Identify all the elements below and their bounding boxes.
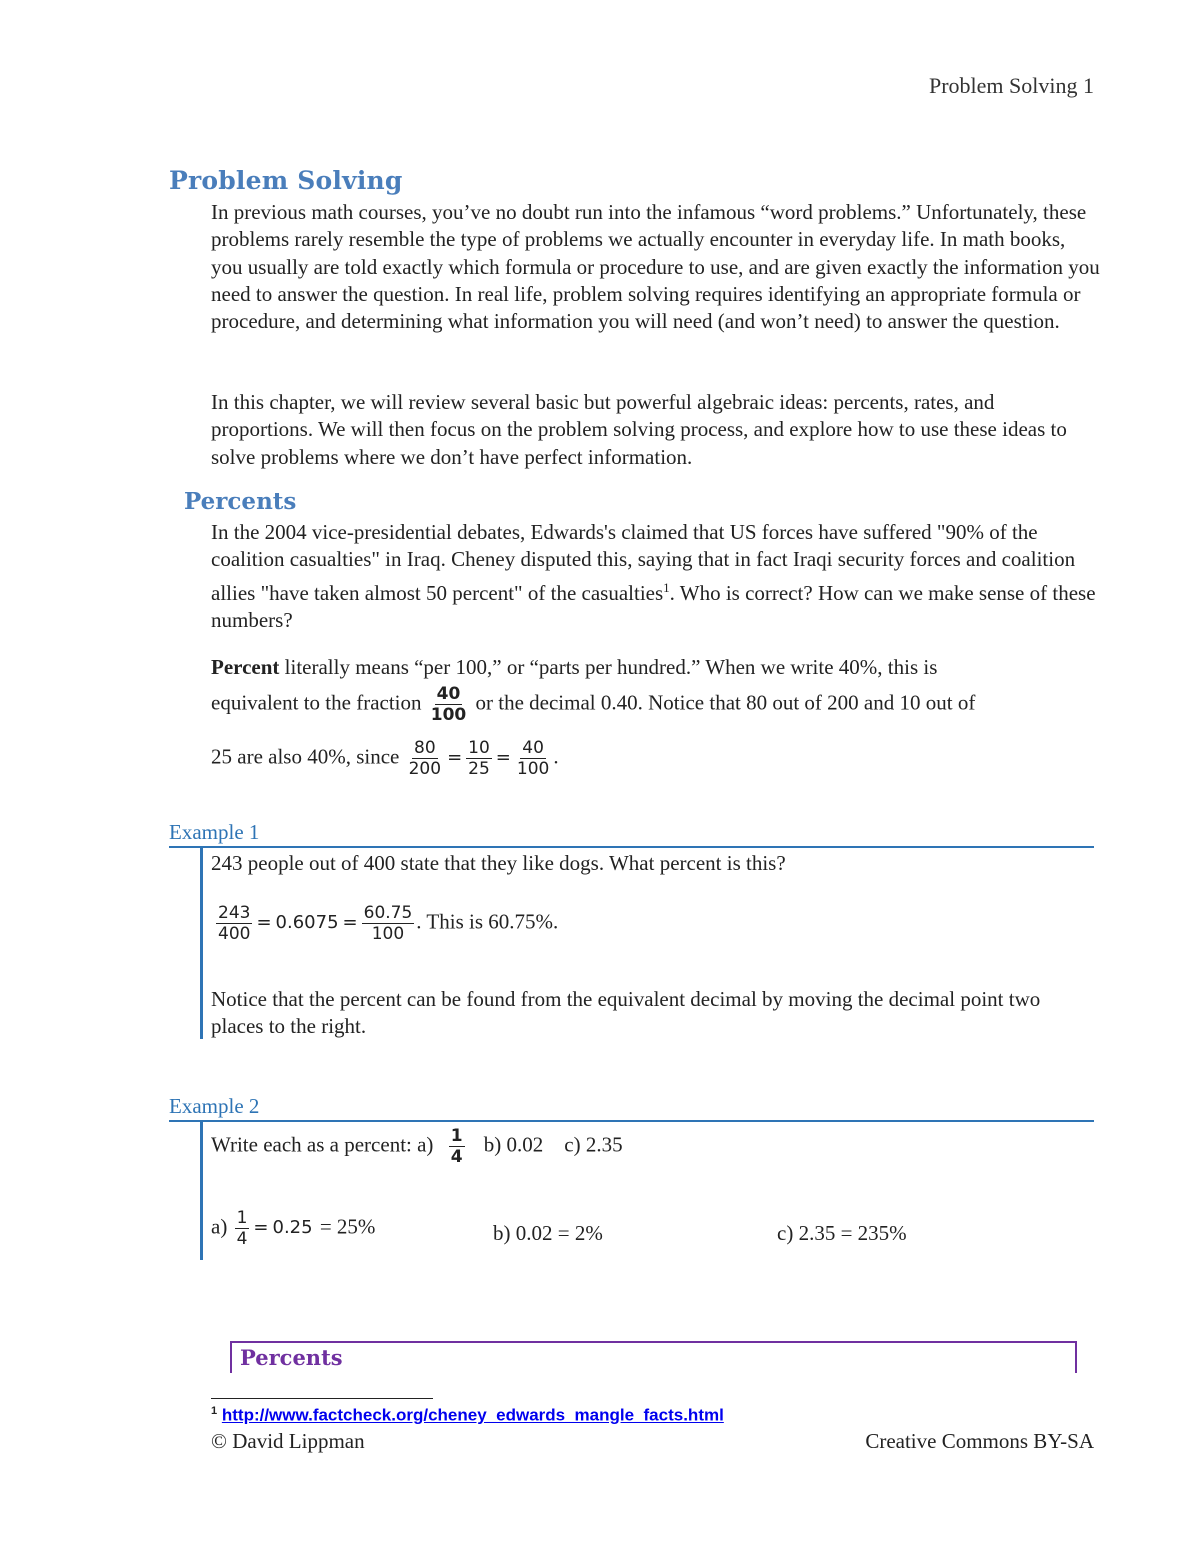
equals-sign: =: [495, 747, 511, 769]
example-1-label: Example 1: [169, 820, 260, 844]
answer-a-result: = 25%: [319, 1214, 376, 1239]
percent-definition-line-1: [211, 652, 937, 682]
example-2-question: [211, 1126, 623, 1167]
footnote-ref[interactable]: 1: [663, 579, 670, 595]
percents-box-title: Percents: [240, 1345, 343, 1370]
fraction-1-4: [449, 1126, 465, 1167]
fraction-40-100: [429, 684, 469, 725]
example-2-bar: [200, 1120, 203, 1260]
fraction-numerator: 243: [218, 903, 251, 923]
percents-paragraph-1: [211, 519, 1096, 634]
fraction-numerator: 1: [450, 1126, 463, 1146]
fraction-denominator: 100: [371, 924, 405, 944]
intro-paragraph-2: In this chapter, we will review several basic but powerful algebraic ideas: percents, rates, and proportions. We will then focus on the problem solving process, and explore how to use these ideas to solve problems where we don’t have perfect information.: [211, 390, 1067, 469]
fraction-denominator: 4: [236, 1229, 248, 1249]
fraction-numerator: 60.75: [363, 903, 413, 923]
fraction-6075-100: [362, 903, 415, 944]
fraction-denominator: 100: [430, 705, 467, 725]
example-1-note: Notice that the percent can be found from the equivalent decimal by moving the decimal point two places to the right.: [211, 987, 1041, 1039]
question-text: Write each as a percent: a): [211, 1132, 434, 1157]
fraction-denominator: 25: [468, 759, 490, 779]
definition-text-3a: 25 are also 40%, since: [211, 744, 400, 769]
equals-sign: =: [253, 1217, 269, 1239]
fraction-243-400: [216, 903, 252, 944]
example-2-rule: [169, 1120, 1094, 1122]
example-2-label: Example 2: [169, 1094, 260, 1118]
percent-definition-line-3: [211, 738, 559, 779]
example-1-question: 243 people out of 400 state that they like dogs. What percent is this?: [211, 851, 786, 875]
footer-author: © David Lippman: [211, 1429, 365, 1453]
fraction-denominator: 100: [516, 759, 550, 779]
fraction-40-100-b: [515, 738, 551, 779]
example-2-answer-b: b) 0.02 = 2%: [493, 1221, 603, 1245]
term-percent: Percent: [211, 655, 280, 679]
debate-text-end: . Who is correct? How can we make sense of these numbers?: [211, 580, 1096, 632]
fraction-numerator: 80: [414, 738, 436, 758]
section-heading-percents: Percents: [184, 488, 297, 515]
footer-license: Creative Commons BY-SA: [865, 1429, 1094, 1453]
period: .: [553, 744, 559, 769]
fraction-80-200: [407, 738, 443, 779]
answer-a-label: a): [211, 1214, 228, 1239]
debate-text: In the 2004 vice-presidential debates, Edwards's claimed that US forces have suffered "90% of the coalition casualties" in Iraq. Cheney disputed this, saying that in fact Iraqi security forces and coalition allies "have taken almost 50 percent" of the casualties: [211, 520, 1076, 605]
equals-sign: =: [256, 912, 272, 934]
example-2-answer-c: c) 2.35 = 235%: [777, 1221, 907, 1245]
fraction-numerator: 40: [522, 738, 544, 758]
footnote-marker: 1: [211, 1405, 218, 1417]
footnote-link[interactable]: http://www.factcheck.org/cheney_edwards_mangle_facts.html: [221, 1405, 724, 1425]
fraction-denominator: 4: [450, 1147, 463, 1167]
percent-definition-line-2: [211, 684, 975, 725]
running-head: Problem Solving 1: [928, 73, 1094, 98]
fraction-1-4-answer: [235, 1208, 250, 1249]
example-1-result: . This is 60.75%.: [416, 909, 559, 934]
footnote-rule: [211, 1398, 433, 1399]
definition-text-2b: or the decimal 0.40. Notice that 80 out of 200 and 10 out of: [475, 690, 976, 715]
footnote: [211, 1405, 724, 1426]
fraction-10-25: [466, 738, 492, 779]
definition-text: literally means “per 100,” or “parts per hundred.” When we write 40%, this is: [279, 655, 938, 679]
equals-sign: =: [342, 912, 358, 934]
fraction-numerator: 1: [236, 1208, 248, 1228]
percents-box: [230, 1341, 1077, 1373]
page-title: Problem Solving: [169, 166, 403, 195]
intro-paragraph-1: In previous math courses, you’ve no doubt run into the infamous “word problems.” Unfortunately, these problems rarely resemble the type of problems we actually encounter in everyday life. In math books, you usually are told exactly which formula or procedure to use, and are given exactly the information you need to answer the question. In real life, problem solving requires identifying an appropriate formula or procedure, and determining what information you will need (and won’t need) to answer the question.: [211, 200, 1100, 334]
fraction-numerator: 10: [468, 738, 490, 758]
fraction-denominator: 200: [408, 759, 442, 779]
example-1-bar: [200, 846, 203, 1039]
example-2-answer-a: [211, 1208, 375, 1249]
decimal-value: 0.25: [272, 1217, 313, 1239]
fraction-numerator: 40: [436, 684, 461, 704]
definition-text-2a: equivalent to the fraction: [211, 690, 422, 715]
fraction-denominator: 400: [218, 924, 251, 944]
example-1-calculation: [214, 903, 558, 944]
question-text-b: b) 0.02 c) 2.35: [483, 1132, 623, 1157]
decimal-value: 0.6075: [275, 912, 339, 934]
equals-sign: =: [447, 747, 463, 769]
